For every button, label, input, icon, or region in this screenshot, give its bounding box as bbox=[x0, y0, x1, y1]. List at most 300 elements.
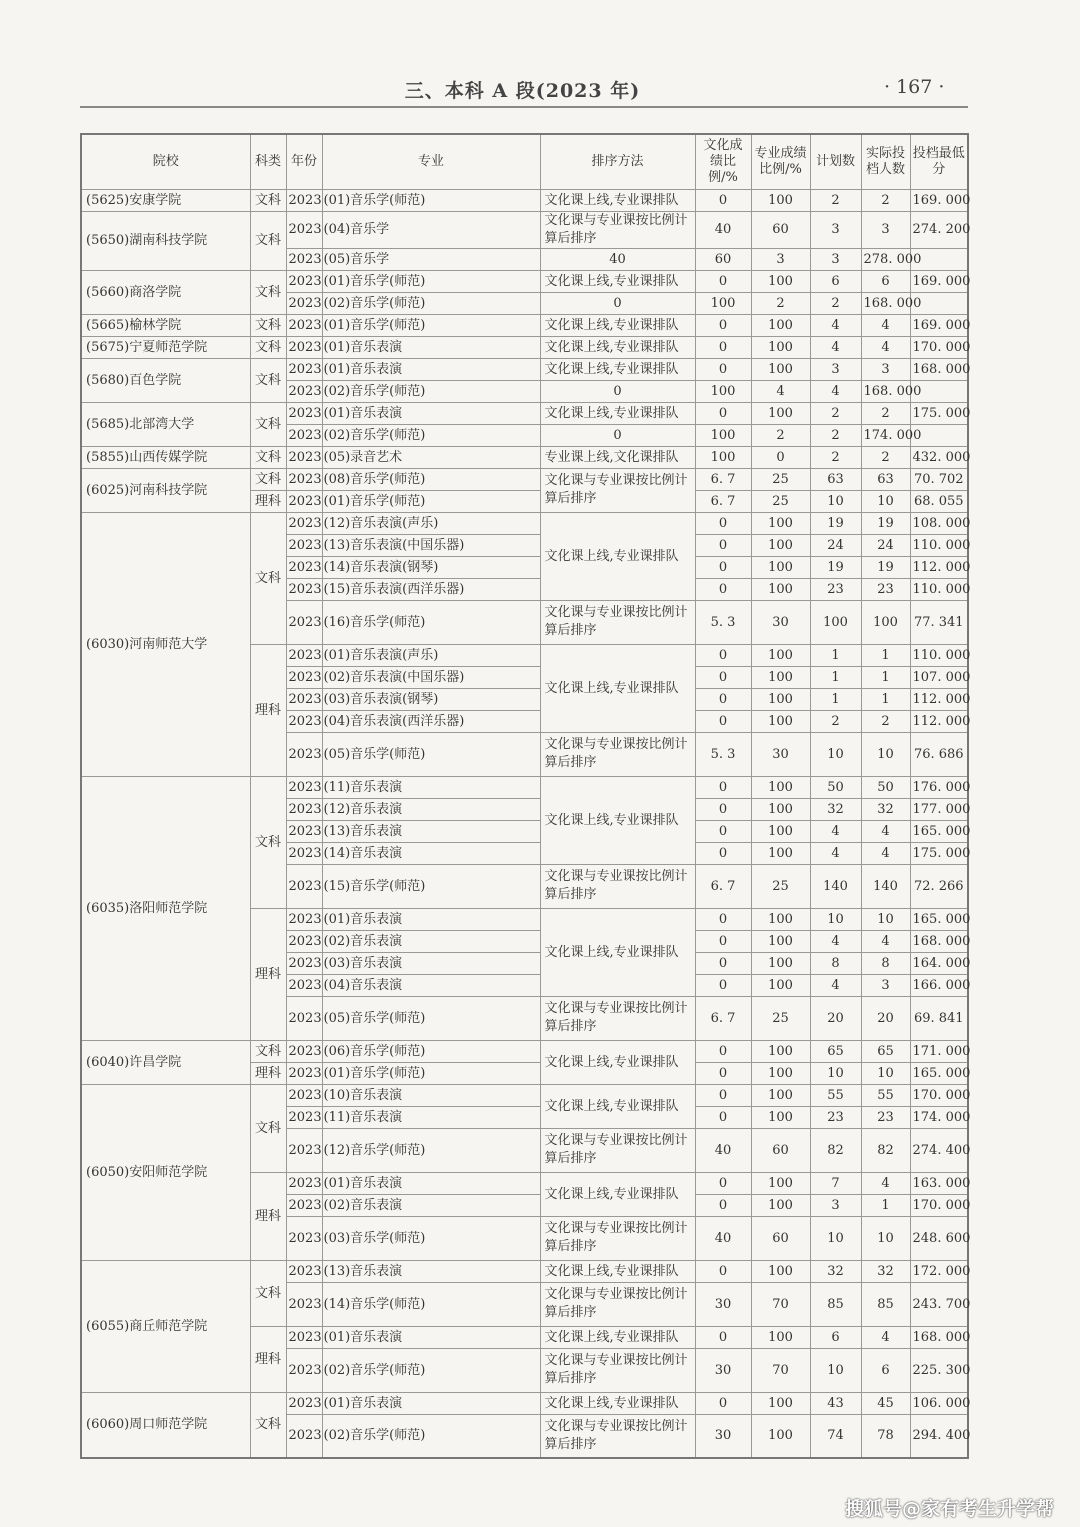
actual-cell: 4 bbox=[861, 842, 910, 864]
min-score-cell: 176. 000 bbox=[910, 776, 968, 798]
table-row bbox=[81, 314, 968, 336]
major-cell: (12)音乐表演 bbox=[322, 798, 540, 820]
culture-ratio-cell: 6. 7 bbox=[695, 490, 751, 512]
major-cell: (04)音乐表演(西洋乐器) bbox=[322, 710, 540, 732]
year-cell: 2023 bbox=[286, 468, 322, 490]
plan-cell: 1 bbox=[810, 688, 861, 710]
category-cell: 理科 bbox=[250, 644, 286, 776]
year-cell: 2023 bbox=[286, 820, 322, 842]
category-cell: 文科 bbox=[250, 776, 286, 908]
year-cell: 2023 bbox=[286, 534, 322, 556]
plan-cell: 3 bbox=[810, 358, 861, 380]
prof-ratio-cell: 100 bbox=[751, 1326, 810, 1348]
min-score-cell: 110. 000 bbox=[910, 534, 968, 556]
actual-cell: 3 bbox=[861, 211, 910, 248]
method-cell: 文化课与专业课按比例计算后排序 bbox=[540, 1216, 695, 1260]
major-cell: (14)音乐表演 bbox=[322, 842, 540, 864]
min-score-cell: 165. 000 bbox=[910, 820, 968, 842]
method-cell: 文化课上线,专业课排队 bbox=[540, 1084, 695, 1128]
culture-ratio-cell: 0 bbox=[695, 1062, 751, 1084]
prof-ratio-cell: 100 bbox=[751, 512, 810, 534]
plan-cell: 3 bbox=[810, 211, 861, 248]
year-cell: 2023 bbox=[286, 578, 322, 600]
major-cell: (02)音乐学(师范) bbox=[322, 292, 540, 314]
min-score-cell: 294. 400 bbox=[910, 1414, 968, 1458]
year-cell: 2023 bbox=[286, 1326, 322, 1348]
min-score-cell: 164. 000 bbox=[910, 952, 968, 974]
major-cell: (14)音乐表演(钢琴) bbox=[322, 556, 540, 578]
prof-ratio-cell: 100 bbox=[751, 336, 810, 358]
table-row bbox=[81, 468, 968, 490]
min-score-cell: 169. 000 bbox=[910, 189, 968, 211]
actual-cell: 3 bbox=[861, 358, 910, 380]
year-cell: 2023 bbox=[286, 1260, 322, 1282]
category-cell: 文科 bbox=[250, 1260, 286, 1326]
table-row bbox=[81, 358, 968, 380]
min-score-cell: 166. 000 bbox=[910, 974, 968, 996]
year-cell: 2023 bbox=[286, 1216, 322, 1260]
major-cell: (11)音乐表演 bbox=[322, 1106, 540, 1128]
actual-cell: 8 bbox=[861, 952, 910, 974]
culture-ratio-cell: 40 bbox=[540, 248, 695, 270]
method-cell: 文化课与专业课按比例计算后排序 bbox=[540, 600, 695, 644]
actual-cell: 1 bbox=[861, 666, 910, 688]
prof-ratio-cell: 60 bbox=[751, 1128, 810, 1172]
col-header-school: 院校 bbox=[81, 134, 250, 189]
plan-cell: 2 bbox=[810, 189, 861, 211]
category-cell: 文科 bbox=[250, 512, 286, 644]
major-cell: (01)音乐表演 bbox=[322, 1172, 540, 1194]
culture-ratio-cell: 40 bbox=[695, 1216, 751, 1260]
table-row bbox=[81, 1260, 968, 1282]
prof-ratio-cell: 100 bbox=[751, 314, 810, 336]
actual-cell: 1 bbox=[861, 644, 910, 666]
table-row bbox=[81, 776, 968, 798]
year-cell: 2023 bbox=[286, 688, 322, 710]
actual-cell: 4 bbox=[861, 930, 910, 952]
major-cell: (01)音乐表演 bbox=[322, 1392, 540, 1414]
school-name: (5625)安康学院 bbox=[81, 189, 250, 211]
school-name: (5680)百色学院 bbox=[81, 358, 250, 402]
plan-cell: 2 bbox=[810, 446, 861, 468]
culture-ratio-cell: 30 bbox=[695, 1348, 751, 1392]
actual-cell: 10 bbox=[861, 1062, 910, 1084]
plan-cell: 4 bbox=[810, 974, 861, 996]
major-cell: (12)音乐表演(声乐) bbox=[322, 512, 540, 534]
prof-ratio-cell: 100 bbox=[751, 710, 810, 732]
year-cell: 2023 bbox=[286, 336, 322, 358]
school-name: (6035)洛阳师范学院 bbox=[81, 776, 250, 1040]
col-header-actual: 实际投档人数 bbox=[861, 134, 910, 189]
min-score-cell: 169. 000 bbox=[910, 270, 968, 292]
school-name: (5855)山西传媒学院 bbox=[81, 446, 250, 468]
min-score-cell: 110. 000 bbox=[910, 644, 968, 666]
actual-cell: 2 bbox=[861, 710, 910, 732]
culture-ratio-cell: 0 bbox=[695, 974, 751, 996]
major-cell: (01)音乐表演 bbox=[322, 358, 540, 380]
actual-cell: 3 bbox=[810, 248, 861, 270]
plan-cell: 1 bbox=[810, 644, 861, 666]
category-cell: 文科 bbox=[250, 358, 286, 402]
min-score-cell: 68. 055 bbox=[910, 490, 968, 512]
major-cell: (02)音乐表演 bbox=[322, 930, 540, 952]
culture-ratio-cell: 6. 7 bbox=[695, 468, 751, 490]
prof-ratio-cell: 100 bbox=[751, 1260, 810, 1282]
culture-ratio-cell: 0 bbox=[695, 1084, 751, 1106]
prof-ratio-cell: 70 bbox=[751, 1282, 810, 1326]
major-cell: (05)录音艺术 bbox=[322, 446, 540, 468]
prof-ratio-cell: 100 bbox=[751, 402, 810, 424]
plan-cell: 7 bbox=[810, 1172, 861, 1194]
prof-ratio-cell: 70 bbox=[751, 1348, 810, 1392]
culture-ratio-cell: 0 bbox=[695, 556, 751, 578]
col-header-year: 年份 bbox=[286, 134, 322, 189]
year-cell: 2023 bbox=[286, 1128, 322, 1172]
header-rule bbox=[80, 106, 968, 108]
major-cell: (08)音乐学(师范) bbox=[322, 468, 540, 490]
year-cell: 2023 bbox=[286, 189, 322, 211]
category-cell: 文科 bbox=[250, 1084, 286, 1172]
year-cell: 2023 bbox=[286, 380, 322, 402]
culture-ratio-cell: 0 bbox=[695, 189, 751, 211]
min-score-cell: 170. 000 bbox=[910, 336, 968, 358]
page-title: 三、本科 A 段(2023 年) bbox=[404, 80, 641, 102]
plan-cell: 32 bbox=[810, 1260, 861, 1282]
method-cell: 文化课上线,专业课排队 bbox=[540, 908, 695, 996]
actual-cell: 3 bbox=[861, 974, 910, 996]
culture-ratio-cell: 0 bbox=[695, 1326, 751, 1348]
prof-ratio-cell: 100 bbox=[751, 358, 810, 380]
culture-ratio-cell: 0 bbox=[695, 776, 751, 798]
category-cell: 文科 bbox=[250, 1392, 286, 1458]
actual-cell: 2 bbox=[861, 446, 910, 468]
major-cell: (03)音乐表演 bbox=[322, 952, 540, 974]
culture-ratio-cell: 0 bbox=[695, 1194, 751, 1216]
col-header-major: 专业 bbox=[322, 134, 540, 189]
min-score-cell: 163. 000 bbox=[910, 1172, 968, 1194]
actual-cell: 140 bbox=[861, 864, 910, 908]
actual-cell: 4 bbox=[861, 314, 910, 336]
method-cell: 文化课上线,专业课排队 bbox=[540, 336, 695, 358]
year-cell: 2023 bbox=[286, 556, 322, 578]
culture-ratio-cell: 6. 7 bbox=[695, 864, 751, 908]
major-cell: (13)音乐表演 bbox=[322, 1260, 540, 1282]
school-name: (5685)北部湾大学 bbox=[81, 402, 250, 446]
plan-cell: 1 bbox=[810, 666, 861, 688]
major-cell: (05)音乐学 bbox=[322, 248, 540, 270]
year-cell: 2023 bbox=[286, 974, 322, 996]
year-cell: 2023 bbox=[286, 908, 322, 930]
plan-cell: 10 bbox=[810, 490, 861, 512]
min-score-cell: 248. 600 bbox=[910, 1216, 968, 1260]
year-cell: 2023 bbox=[286, 732, 322, 776]
culture-ratio-cell: 0 bbox=[695, 666, 751, 688]
plan-cell: 4 bbox=[751, 380, 810, 402]
year-cell: 2023 bbox=[286, 402, 322, 424]
prof-ratio-cell: 100 bbox=[751, 578, 810, 600]
plan-cell: 20 bbox=[810, 996, 861, 1040]
actual-cell: 78 bbox=[861, 1414, 910, 1458]
school-name: (6030)河南师范大学 bbox=[81, 512, 250, 776]
year-cell: 2023 bbox=[286, 1172, 322, 1194]
prof-ratio-cell: 100 bbox=[751, 1414, 810, 1458]
min-score-cell: 170. 000 bbox=[910, 1194, 968, 1216]
category-cell: 文科 bbox=[250, 402, 286, 446]
min-score-cell: 243. 700 bbox=[910, 1282, 968, 1326]
culture-ratio-cell: 30 bbox=[695, 1282, 751, 1326]
table-row bbox=[81, 1040, 968, 1062]
major-cell: (05)音乐学(师范) bbox=[322, 996, 540, 1040]
min-score-cell: 165. 000 bbox=[910, 908, 968, 930]
actual-cell: 2 bbox=[861, 402, 910, 424]
category-cell: 文科 bbox=[250, 189, 286, 211]
col-header-plan: 计划数 bbox=[810, 134, 861, 189]
col-header-min-score: 投档最低分 bbox=[910, 134, 968, 189]
year-cell: 2023 bbox=[286, 666, 322, 688]
category-cell: 文科 bbox=[250, 211, 286, 270]
year-cell: 2023 bbox=[286, 292, 322, 314]
plan-cell: 4 bbox=[810, 336, 861, 358]
major-cell: (15)音乐表演(西洋乐器) bbox=[322, 578, 540, 600]
actual-cell: 85 bbox=[861, 1282, 910, 1326]
school-name: (5650)湖南科技学院 bbox=[81, 211, 250, 270]
prof-ratio-cell: 100 bbox=[751, 842, 810, 864]
school-name: (6040)许昌学院 bbox=[81, 1040, 250, 1084]
table-header-row bbox=[81, 134, 968, 189]
actual-cell: 6 bbox=[861, 1348, 910, 1392]
min-score-cell: 69. 841 bbox=[910, 996, 968, 1040]
actual-cell: 20 bbox=[861, 996, 910, 1040]
plan-cell: 2 bbox=[751, 292, 810, 314]
culture-ratio-cell: 0 bbox=[695, 270, 751, 292]
school-name: (5675)宁夏师范学院 bbox=[81, 336, 250, 358]
actual-cell: 2 bbox=[810, 424, 861, 446]
actual-cell: 45 bbox=[861, 1392, 910, 1414]
culture-ratio-cell: 0 bbox=[695, 1040, 751, 1062]
plan-cell: 10 bbox=[810, 1062, 861, 1084]
min-score-cell: 175. 000 bbox=[910, 402, 968, 424]
prof-ratio-cell: 100 bbox=[751, 534, 810, 556]
actual-cell: 4 bbox=[810, 380, 861, 402]
year-cell: 2023 bbox=[286, 1392, 322, 1414]
culture-ratio-cell: 0 bbox=[695, 336, 751, 358]
year-cell: 2023 bbox=[286, 864, 322, 908]
plan-cell: 50 bbox=[810, 776, 861, 798]
method-cell: 文化课上线,专业课排队 bbox=[540, 1392, 695, 1414]
prof-ratio-cell: 25 bbox=[751, 864, 810, 908]
prof-ratio-cell: 100 bbox=[695, 424, 751, 446]
min-score-cell: 432. 000 bbox=[910, 446, 968, 468]
plan-cell: 85 bbox=[810, 1282, 861, 1326]
year-cell: 2023 bbox=[286, 490, 322, 512]
min-score-cell: 165. 000 bbox=[910, 1062, 968, 1084]
actual-cell: 100 bbox=[861, 600, 910, 644]
major-cell: (02)音乐学(师范) bbox=[322, 1414, 540, 1458]
year-cell: 2023 bbox=[286, 1348, 322, 1392]
prof-ratio-cell: 100 bbox=[751, 1062, 810, 1084]
actual-cell: 19 bbox=[861, 556, 910, 578]
major-cell: (06)音乐学(师范) bbox=[322, 1040, 540, 1062]
table-row bbox=[81, 1084, 968, 1106]
min-score-cell: 77. 341 bbox=[910, 600, 968, 644]
actual-cell: 32 bbox=[861, 1260, 910, 1282]
min-score-cell: 108. 000 bbox=[910, 512, 968, 534]
min-score-cell: 278. 000 bbox=[861, 248, 910, 270]
method-cell: 专业课上线,文化课排队 bbox=[540, 446, 695, 468]
school-name: (6025)河南科技学院 bbox=[81, 468, 250, 512]
prof-ratio-cell: 100 bbox=[751, 776, 810, 798]
col-header-method: 排序方法 bbox=[540, 134, 695, 189]
plan-cell: 4 bbox=[810, 930, 861, 952]
actual-cell: 10 bbox=[861, 908, 910, 930]
prof-ratio-cell: 100 bbox=[751, 1084, 810, 1106]
method-cell: 文化课与专业课按比例计算后排序 bbox=[540, 1128, 695, 1172]
major-cell: (15)音乐学(师范) bbox=[322, 864, 540, 908]
method-cell: 文化课上线,专业课排队 bbox=[540, 644, 695, 732]
prof-ratio-cell: 100 bbox=[751, 1106, 810, 1128]
plan-cell: 100 bbox=[810, 600, 861, 644]
culture-ratio-cell: 0 bbox=[695, 930, 751, 952]
plan-cell: 2 bbox=[751, 424, 810, 446]
year-cell: 2023 bbox=[286, 446, 322, 468]
prof-ratio-cell: 100 bbox=[751, 1040, 810, 1062]
table-row bbox=[81, 446, 968, 468]
school-name: (6050)安阳师范学院 bbox=[81, 1084, 250, 1260]
actual-cell: 82 bbox=[861, 1128, 910, 1172]
method-cell: 文化课与专业课按比例计算后排序 bbox=[540, 468, 695, 512]
actual-cell: 50 bbox=[861, 776, 910, 798]
col-header-prof-ratio: 专业成绩比例/% bbox=[751, 134, 810, 189]
plan-cell: 8 bbox=[810, 952, 861, 974]
plan-cell: 24 bbox=[810, 534, 861, 556]
category-cell: 理科 bbox=[250, 1172, 286, 1260]
min-score-cell: 112. 000 bbox=[910, 710, 968, 732]
category-cell: 文科 bbox=[250, 468, 286, 490]
min-score-cell: 168. 000 bbox=[861, 380, 910, 402]
prof-ratio-cell: 25 bbox=[751, 996, 810, 1040]
culture-ratio-cell: 0 bbox=[695, 688, 751, 710]
culture-ratio-cell: 0 bbox=[695, 534, 751, 556]
min-score-cell: 170. 000 bbox=[910, 1084, 968, 1106]
major-cell: (02)音乐表演(中国乐器) bbox=[322, 666, 540, 688]
table-row bbox=[81, 270, 968, 292]
plan-cell: 23 bbox=[810, 578, 861, 600]
table-row bbox=[81, 1392, 968, 1414]
year-cell: 2023 bbox=[286, 710, 322, 732]
plan-cell: 10 bbox=[810, 732, 861, 776]
culture-ratio-cell: 0 bbox=[695, 820, 751, 842]
plan-cell: 43 bbox=[810, 1392, 861, 1414]
culture-ratio-cell: 0 bbox=[695, 644, 751, 666]
school-name: (6060)周口师范学院 bbox=[81, 1392, 250, 1458]
actual-cell: 6 bbox=[861, 270, 910, 292]
prof-ratio-cell: 25 bbox=[751, 490, 810, 512]
major-cell: (02)音乐表演 bbox=[322, 1194, 540, 1216]
actual-cell: 4 bbox=[861, 820, 910, 842]
plan-cell: 3 bbox=[810, 1194, 861, 1216]
year-cell: 2023 bbox=[286, 211, 322, 248]
watermark: 搜狐号@家有考生升学帮 bbox=[844, 1498, 1054, 1520]
min-score-cell: 169. 000 bbox=[910, 314, 968, 336]
culture-ratio-cell: 5. 3 bbox=[695, 600, 751, 644]
method-cell: 文化课上线,专业课排队 bbox=[540, 1260, 695, 1282]
major-cell: (04)音乐学 bbox=[322, 211, 540, 248]
year-cell: 2023 bbox=[286, 1062, 322, 1084]
actual-cell: 23 bbox=[861, 578, 910, 600]
min-score-cell: 107. 000 bbox=[910, 666, 968, 688]
min-score-cell: 110. 000 bbox=[910, 578, 968, 600]
culture-ratio-cell: 100 bbox=[695, 446, 751, 468]
actual-cell: 1 bbox=[861, 1194, 910, 1216]
category-cell: 理科 bbox=[250, 490, 286, 512]
method-cell: 文化课上线,专业课排队 bbox=[540, 270, 695, 292]
category-cell: 文科 bbox=[250, 1040, 286, 1062]
min-score-cell: 106. 000 bbox=[910, 1392, 968, 1414]
category-cell: 理科 bbox=[250, 1326, 286, 1392]
table-row bbox=[81, 512, 968, 534]
col-header-culture-ratio: 文化成绩比例/% bbox=[695, 134, 751, 189]
major-cell: (01)音乐表演 bbox=[322, 1326, 540, 1348]
major-cell: (13)音乐表演(中国乐器) bbox=[322, 534, 540, 556]
min-score-cell: 274. 200 bbox=[910, 211, 968, 248]
method-cell: 文化课与专业课按比例计算后排序 bbox=[540, 1414, 695, 1458]
category-cell: 理科 bbox=[250, 1062, 286, 1084]
prof-ratio-cell: 100 bbox=[751, 930, 810, 952]
culture-ratio-cell: 0 bbox=[695, 908, 751, 930]
prof-ratio-cell: 100 bbox=[751, 820, 810, 842]
culture-ratio-cell: 0 bbox=[695, 1260, 751, 1282]
plan-cell: 4 bbox=[810, 314, 861, 336]
major-cell: (14)音乐学(师范) bbox=[322, 1282, 540, 1326]
culture-ratio-cell: 0 bbox=[695, 798, 751, 820]
school-name: (5660)商洛学院 bbox=[81, 270, 250, 314]
plan-cell: 10 bbox=[810, 1348, 861, 1392]
prof-ratio-cell: 100 bbox=[751, 688, 810, 710]
actual-cell: 24 bbox=[861, 534, 910, 556]
prof-ratio-cell: 100 bbox=[751, 1392, 810, 1414]
prof-ratio-cell: 0 bbox=[751, 446, 810, 468]
method-cell: 文化课上线,专业课排队 bbox=[540, 189, 695, 211]
method-cell: 文化课与专业课按比例计算后排序 bbox=[540, 1282, 695, 1326]
culture-ratio-cell: 0 bbox=[540, 292, 695, 314]
col-header-category: 科类 bbox=[250, 134, 286, 189]
method-cell: 文化课上线,专业课排队 bbox=[540, 314, 695, 336]
year-cell: 2023 bbox=[286, 776, 322, 798]
plan-cell: 3 bbox=[751, 248, 810, 270]
actual-cell: 4 bbox=[861, 1326, 910, 1348]
min-score-cell: 168. 000 bbox=[861, 292, 910, 314]
actual-cell: 10 bbox=[861, 1216, 910, 1260]
method-cell: 文化课上线,专业课排队 bbox=[540, 1326, 695, 1348]
culture-ratio-cell: 30 bbox=[695, 1414, 751, 1458]
major-cell: (16)音乐学(师范) bbox=[322, 600, 540, 644]
actual-cell: 4 bbox=[861, 336, 910, 358]
year-cell: 2023 bbox=[286, 512, 322, 534]
plan-cell: 65 bbox=[810, 1040, 861, 1062]
culture-ratio-cell: 0 bbox=[695, 1172, 751, 1194]
major-cell: (01)音乐表演 bbox=[322, 336, 540, 358]
actual-cell: 2 bbox=[810, 292, 861, 314]
actual-cell: 2 bbox=[861, 189, 910, 211]
admission-table bbox=[80, 133, 969, 1459]
major-cell: (02)音乐学(师范) bbox=[322, 1348, 540, 1392]
major-cell: (10)音乐表演 bbox=[322, 1084, 540, 1106]
actual-cell: 10 bbox=[861, 732, 910, 776]
culture-ratio-cell: 0 bbox=[695, 842, 751, 864]
prof-ratio-cell: 100 bbox=[695, 292, 751, 314]
culture-ratio-cell: 40 bbox=[695, 211, 751, 248]
min-score-cell: 177. 000 bbox=[910, 798, 968, 820]
